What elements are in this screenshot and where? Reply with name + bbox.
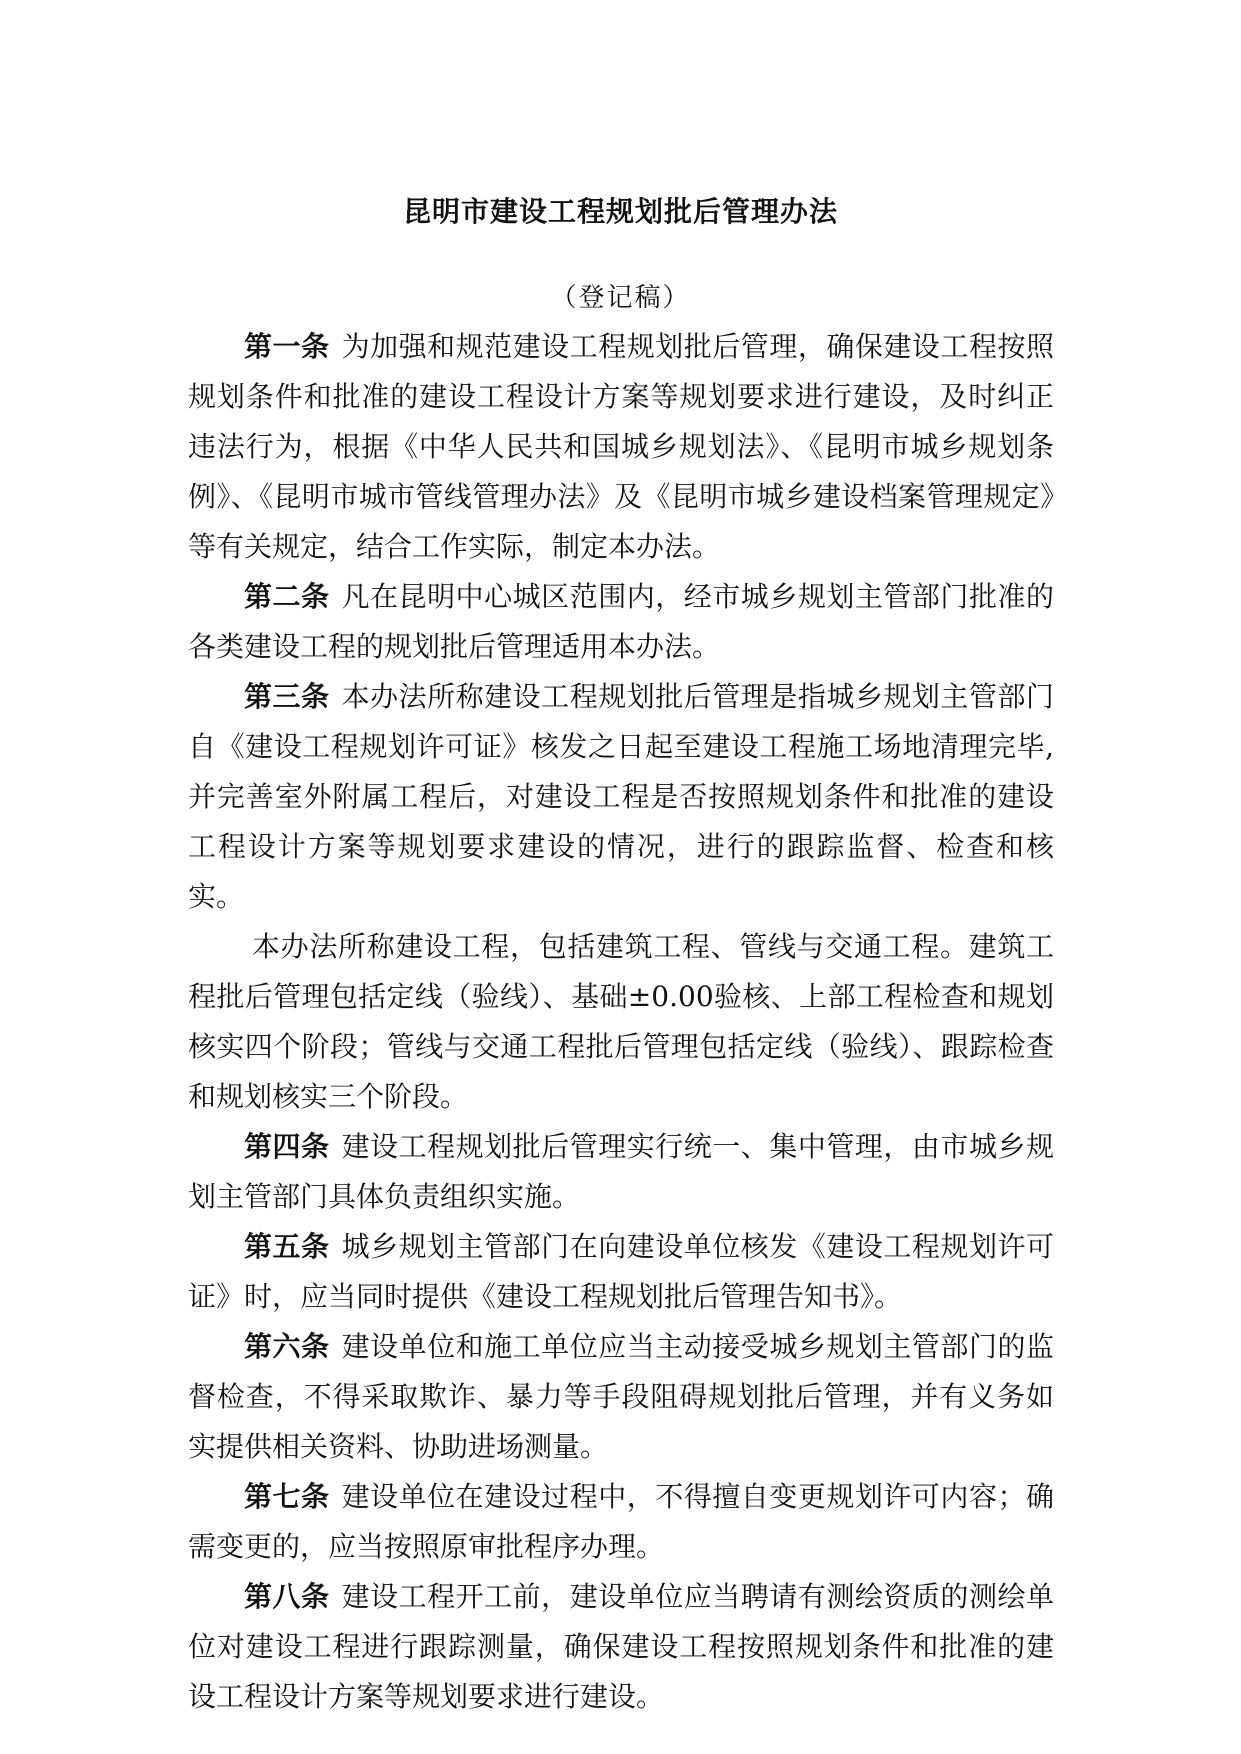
- article-number: 第五条: [244, 1230, 330, 1263]
- article-text: 建设单位和施工单位应当主动接受城乡规划主管部门的监督检查，不得采取欺诈、暴力等手段阻碍规划批后管理，并有义务如实提供相关资料、协助进场测量。: [188, 1330, 1054, 1463]
- article-text: 建设单位在建设过程中，不得擅自变更规划许可内容；确需变更的，应当按照原审批程序办理。: [188, 1480, 1054, 1563]
- article-2: [188, 572, 1054, 672]
- article-number: 第一条: [244, 330, 330, 363]
- document-subtitle: （登记稿）: [550, 283, 691, 313]
- article-text: 建设工程规划批后管理实行统一、集中管理，由市城乡规划主管部门具体负责组织实施。: [188, 1130, 1054, 1213]
- document-title: 昆明市建设工程规划批后管理办法: [402, 195, 838, 228]
- article-text: 凡在昆明中心城区范围内，经市城乡规划主管部门批准的各类建设工程的规划批后管理适用本办法。: [188, 580, 1054, 663]
- article-text: 建设工程开工前，建设单位应当聘请有测绘资质的测绘单位对建设工程进行跟踪测量，确保建设工程按照规划条件和批准的建设工程设计方案等规划要求进行建设。: [188, 1580, 1054, 1713]
- article-text: 城乡规划主管部门在向建设单位核发《建设工程规划许可证》时，应当同时提供《建设工程规划批后管理告知书》。: [188, 1230, 1054, 1313]
- article-6: [188, 1322, 1054, 1472]
- article-text: 本办法所称建设工程，包括建筑工程、管线与交通工程。建筑工程批后管理包括定线（验线）、基础±0.00验核、上部工程检查和规划核实四个阶段；管线与交通工程批后管理包括定线（验线）、跟踪检查和规划核实三个阶段。: [188, 930, 1054, 1113]
- article-5: [188, 1222, 1054, 1322]
- article-text: 本办法所称建设工程规划批后管理是指城乡规划主管部门自《建设工程规划许可证》核发之日起至建设工程施工场地清理完毕,并完善室外附属工程后，对建设工程是否按照规划条件和批准的建设工程设计方案等规划要求建设的情况，进行的跟踪监督、检查和核实。: [188, 680, 1054, 913]
- article-number: 第八条: [244, 1580, 330, 1613]
- article-4: [188, 1122, 1054, 1222]
- article-number: 第三条: [244, 680, 330, 713]
- article-text: 为加强和规范建设工程规划批后管理，确保建设工程按照规划条件和批准的建设工程设计方案等规划要求进行建设，及时纠正违法行为，根据《中华人民共和国城乡规划法》、《昆明市城乡规划条例》、《昆明市城市管线管理办法》及《昆明市城乡建设档案管理规定》等有关规定，结合工作实际，制定本办法。: [188, 330, 1054, 563]
- article-8: [188, 1572, 1054, 1722]
- article-number: 第六条: [244, 1330, 330, 1363]
- document-body: [188, 322, 1054, 1722]
- article-7: [188, 1472, 1054, 1572]
- article-number: 第二条: [244, 580, 330, 613]
- article-3: [188, 672, 1054, 922]
- article-number: 第七条: [244, 1480, 330, 1513]
- article-number: 第四条: [244, 1130, 330, 1163]
- article-1: [188, 322, 1054, 572]
- article-3-paragraph-2: [188, 922, 1054, 1122]
